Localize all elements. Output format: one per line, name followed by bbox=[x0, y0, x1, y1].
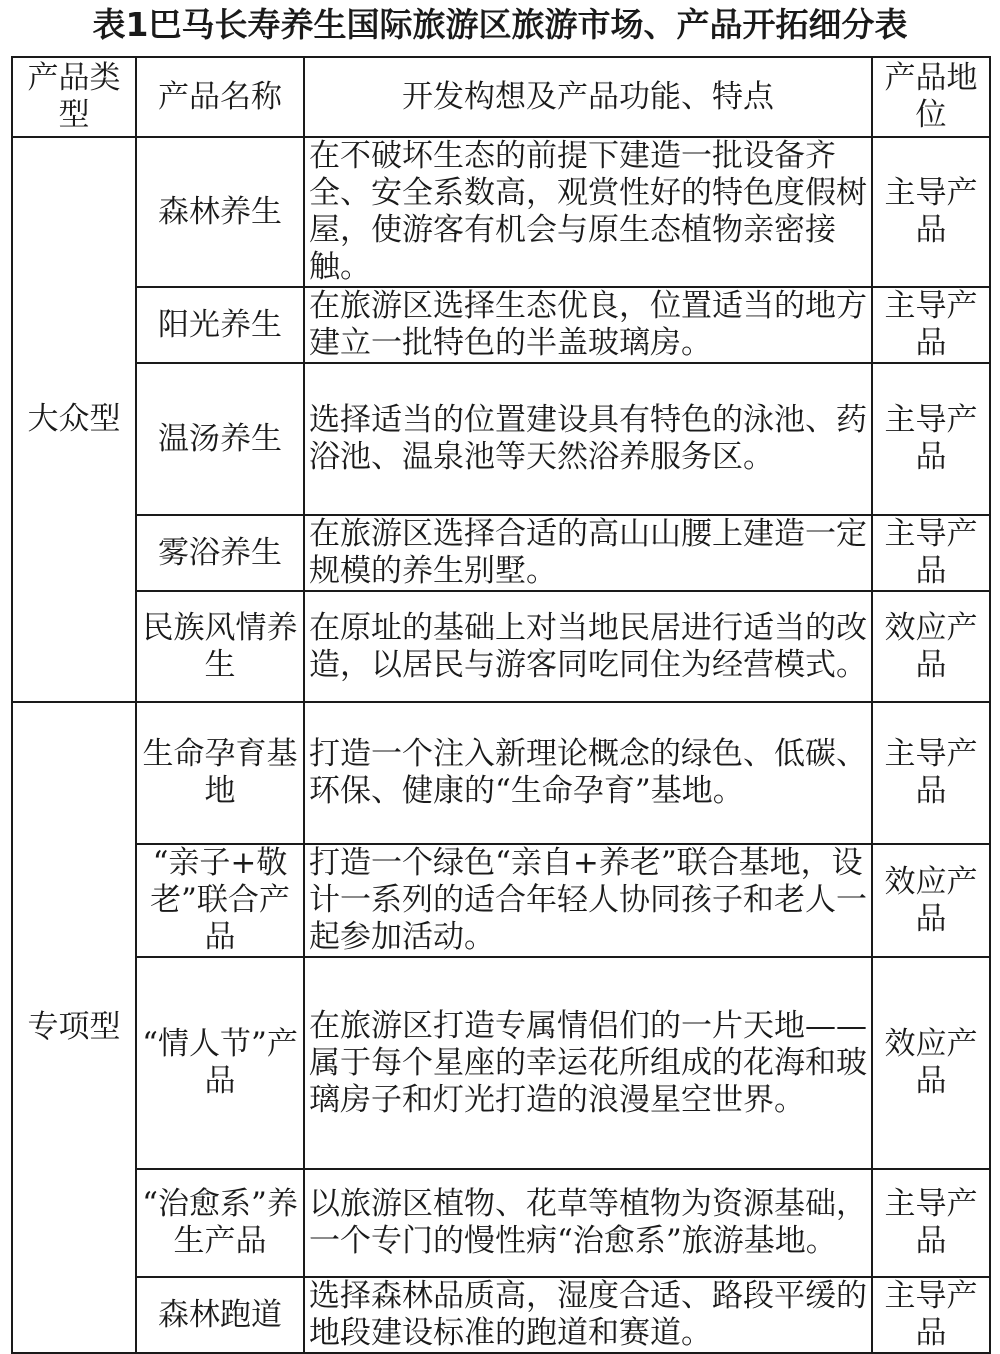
table-row bbox=[12, 363, 990, 515]
product-name-cell: 森林养生 bbox=[136, 137, 304, 287]
table-title: 表1巴马长寿养生国际旅游区旅游市场、产品开拓细分表 bbox=[92, 5, 908, 44]
product-type-cell: 大众型 bbox=[12, 137, 136, 702]
description-cell: 在旅游区选择合适的高山山腰上建造一定规模的养生别墅。 bbox=[304, 515, 872, 591]
product-name-cell: “治愈系”养生产品 bbox=[136, 1169, 304, 1277]
product-name-cell: 民族风情养生 bbox=[136, 591, 304, 702]
description-cell: 打造一个注入新理论概念的绿色、低碳、环保、健康的“生命孕育”基地。 bbox=[304, 702, 872, 844]
product-status-cell: 效应产品 bbox=[872, 591, 990, 702]
description-cell: 在不破坏生态的前提下建造一批设备齐全、安全系数高，观赏性好的特色度假树屋，使游客有机会与原生态植物亲密接触。 bbox=[304, 137, 872, 287]
table-row bbox=[12, 1277, 990, 1353]
description-cell: 以旅游区植物、花草等植物为资源基础，一个专门的慢性病“治愈系”旅游基地。 bbox=[304, 1169, 872, 1277]
header-product-name: 产品名称 bbox=[136, 57, 304, 137]
description-cell: 选择森林品质高，湿度合适、路段平缓的地段建设标准的跑道和赛道。 bbox=[304, 1277, 872, 1353]
product-status-cell: 效应产品 bbox=[872, 844, 990, 957]
product-status-cell: 主导产品 bbox=[872, 1277, 990, 1353]
product-status-cell: 主导产品 bbox=[872, 702, 990, 844]
product-name-cell: 雾浴养生 bbox=[136, 515, 304, 591]
description-cell: 在原址的基础上对当地民居进行适当的改造，以居民与游客同吃同住为经营模式。 bbox=[304, 591, 872, 702]
product-status-cell: 主导产品 bbox=[872, 1169, 990, 1277]
table-row bbox=[12, 137, 990, 287]
table-row bbox=[12, 591, 990, 702]
header-product-status: 产品地位 bbox=[872, 57, 990, 137]
product-name-cell: 生命孕育基地 bbox=[136, 702, 304, 844]
table-row bbox=[12, 844, 990, 957]
table-row bbox=[12, 287, 990, 363]
product-name-cell: 森林跑道 bbox=[136, 1277, 304, 1353]
table-row bbox=[12, 1169, 990, 1277]
product-status-cell: 效应产品 bbox=[872, 957, 990, 1169]
header-row bbox=[12, 57, 990, 137]
product-status-cell: 主导产品 bbox=[872, 287, 990, 363]
product-status-cell: 主导产品 bbox=[872, 363, 990, 515]
description-cell: 在旅游区打造专属情侣们的一片天地——属于每个星座的幸运花所组成的花海和玻璃房子和灯光打造的浪漫星空世界。 bbox=[304, 957, 872, 1169]
product-status-cell: 主导产品 bbox=[872, 515, 990, 591]
header-product-type: 产品类型 bbox=[12, 57, 136, 137]
product-table bbox=[11, 56, 991, 1354]
product-status-cell: 主导产品 bbox=[872, 137, 990, 287]
product-name-cell: “亲子+敬老”联合产品 bbox=[136, 844, 304, 957]
product-name-cell: 阳光养生 bbox=[136, 287, 304, 363]
description-cell: 打造一个绿色“亲自+养老”联合基地，设计一系列的适合年轻人协同孩子和老人一起参加活动。 bbox=[304, 844, 872, 957]
table-row bbox=[12, 702, 990, 844]
table-row bbox=[12, 957, 990, 1169]
description-cell: 在旅游区选择生态优良，位置适当的地方建立一批特色的半盖玻璃房。 bbox=[304, 287, 872, 363]
description-cell: 选择适当的位置建设具有特色的泳池、药浴池、温泉池等天然浴养服务区。 bbox=[304, 363, 872, 515]
product-name-cell: 温汤养生 bbox=[136, 363, 304, 515]
table-row bbox=[12, 515, 990, 591]
product-name-cell: “情人节”产品 bbox=[136, 957, 304, 1169]
header-description: 开发构想及产品功能、特点 bbox=[304, 57, 872, 137]
product-type-cell: 专项型 bbox=[12, 702, 136, 1353]
